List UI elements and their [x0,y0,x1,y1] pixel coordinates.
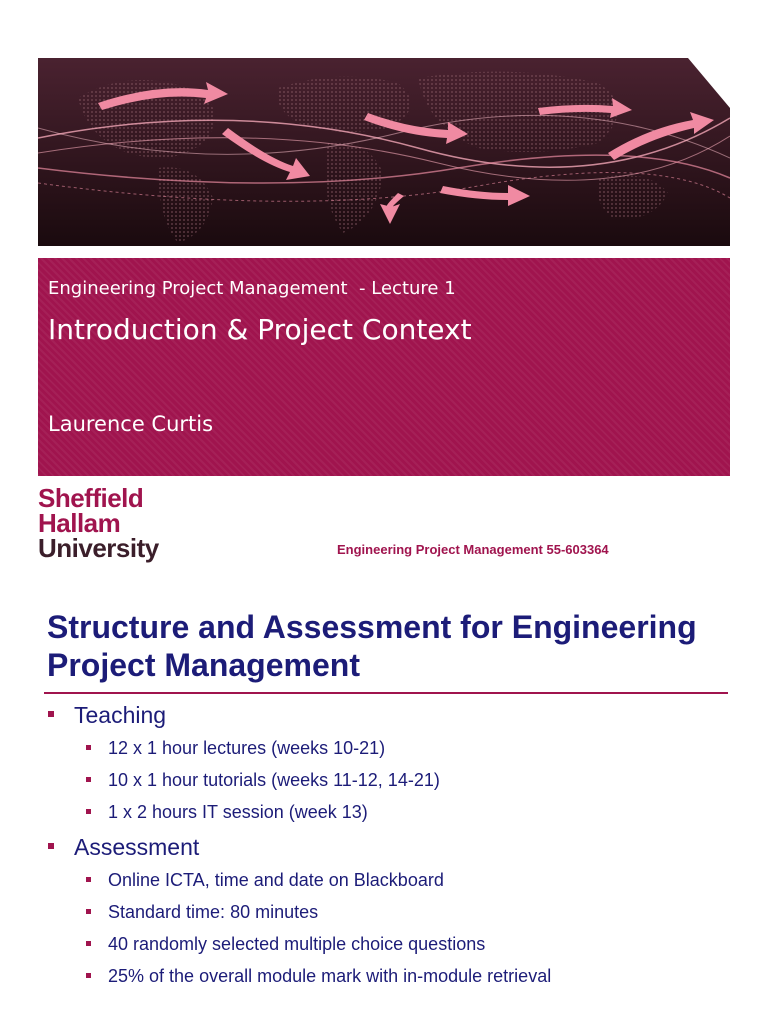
list-item-text: 10 x 1 hour tutorials (weeks 11-12, 14-21) [108,770,440,790]
author-name: Laurence Curtis [48,412,214,436]
list-item-text: 12 x 1 hour lectures (weeks 10-21) [108,738,386,758]
square-bullet-icon [86,745,91,750]
bullet-list [48,864,728,992]
logo-line-1: Sheffield [38,483,144,513]
section-heading [48,700,728,730]
list-item [48,764,728,796]
list-item-text: Standard time: 80 minutes [108,902,319,922]
section-teaching [48,700,728,828]
square-bullet-icon [86,777,91,782]
list-item [48,864,728,896]
list-item [48,896,728,928]
list-item [48,732,728,764]
university-logo [38,483,159,563]
logo-line-3: University [38,533,159,563]
lecture-title: Introduction & Project Context [48,313,472,346]
list-item-text: 25% of the overall module mark with in-module retrieval [108,966,552,986]
list-item [48,928,728,960]
slide-title: Structure and Assessment for Engineering Project Management [47,609,697,683]
section-heading-text: Assessment [74,834,200,860]
logo-line-2: Hallam [38,508,121,538]
square-bullet-icon [48,843,54,849]
list-item-text: 40 randomly selected multiple choice questions [108,934,486,954]
square-bullet-icon [86,973,91,978]
section-heading [48,832,728,862]
list-item-text: 1 x 2 hours IT session (week 13) [108,802,368,822]
section-heading-text: Teaching [74,702,167,728]
square-bullet-icon [48,711,54,717]
module-code: Engineering Project Management 55-603364 [337,542,609,557]
section-assessment [48,832,728,992]
square-bullet-icon [86,941,91,946]
title-divider [44,692,728,694]
bullet-list [48,732,728,828]
square-bullet-icon [86,809,91,814]
course-line: Engineering Project Management - Lecture 1 [48,278,456,299]
square-bullet-icon [86,877,91,882]
header-banner-image [38,58,730,246]
list-item [48,796,728,828]
list-item [48,960,728,992]
slide-content [48,700,728,996]
title-panel [38,258,730,476]
list-item-text: Online ICTA, time and date on Blackboard [108,870,444,890]
square-bullet-icon [86,909,91,914]
